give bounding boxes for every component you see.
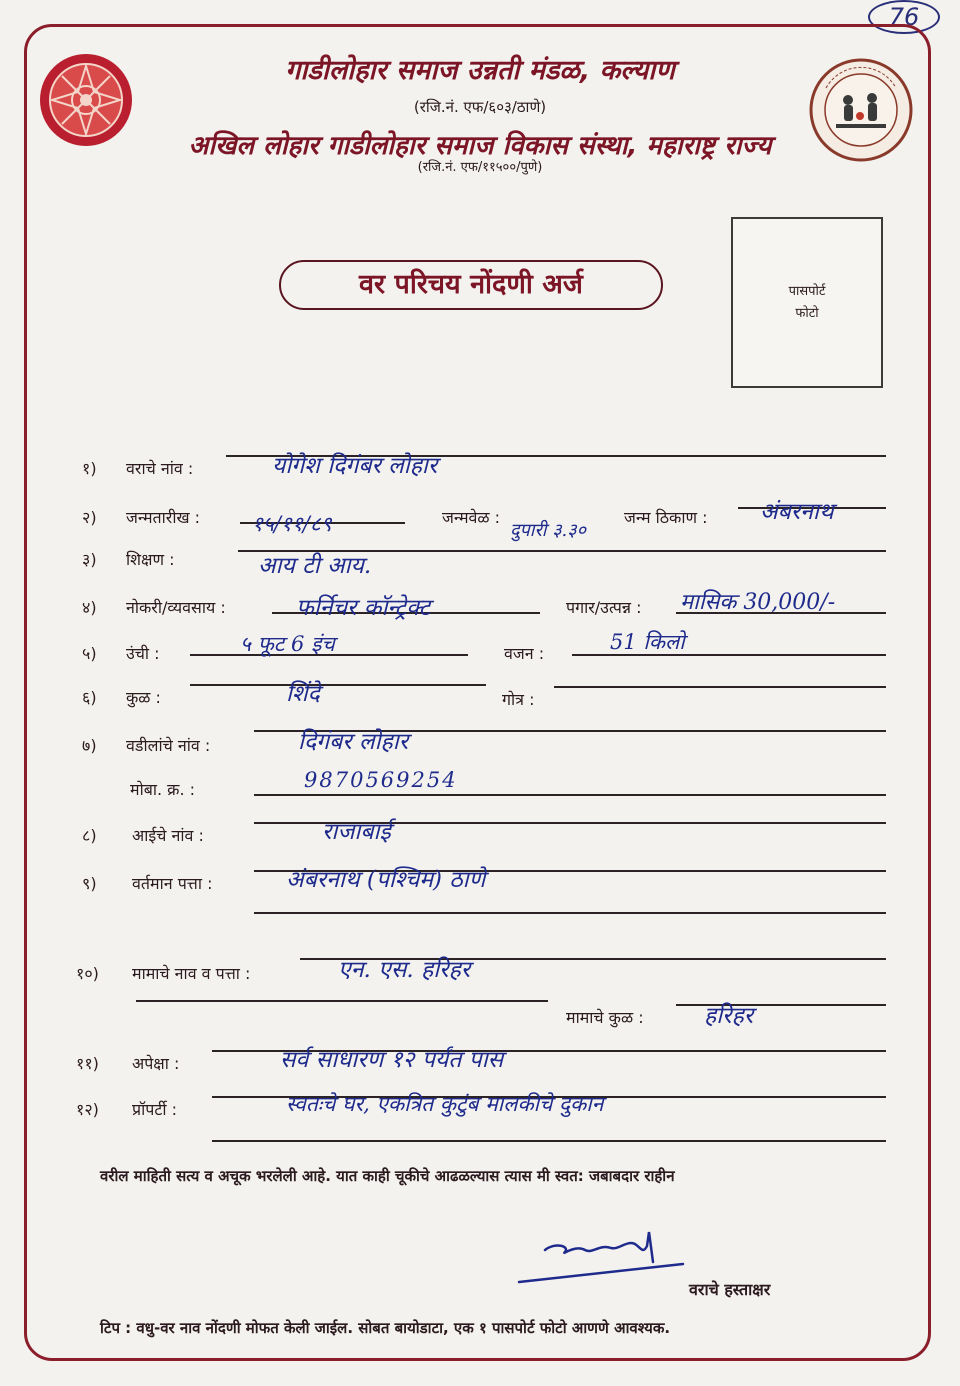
property-label: प्रॉपर्टी :: [132, 1100, 178, 1119]
groom-signature: [515, 1222, 695, 1286]
org-registration-primary: (रजि.नं. एफ/६०३/ठाणे): [413, 98, 547, 116]
item-number: १२): [76, 1100, 99, 1119]
item-number: ११): [76, 1054, 99, 1073]
birth-time-value: दुपारी ३.३०: [510, 520, 586, 541]
weight-label: वजन :: [504, 644, 545, 663]
maternal-clan-label: मामाचे कुळ :: [566, 1008, 644, 1027]
height-label: उंची :: [126, 644, 160, 663]
mobile-value: 9870569254: [304, 768, 458, 792]
address-line-2: [254, 912, 886, 914]
weight-value: 51 किलो: [610, 630, 685, 654]
maternal-clan-value: हरिहर: [704, 1003, 754, 1029]
maternal-uncle-value: एन. एस. हरिहर: [338, 957, 471, 983]
education-value: आय टी आय.: [258, 553, 372, 579]
item-number: ६): [82, 688, 97, 707]
income-label: पगार/उत्पन्न :: [566, 598, 642, 617]
clan-label: कुळ :: [126, 688, 161, 707]
occupation-label: नोकरी/व्यवसाय :: [126, 598, 226, 617]
footer-note: टिप : वधु-वर नाव नोंदणी मोफत केली जाईल. सोबत बायोडाटा, एक १ पासपोर्ट फोटो आणणे आवश्यक.: [100, 1319, 671, 1337]
mobile-line: [254, 794, 886, 796]
item-number: ४): [82, 598, 97, 617]
org-name-primary: गाडीलोहार समाज उन्नती मंडळ, कल्याण: [285, 55, 675, 86]
birth-date-value: १५/११/८९: [252, 512, 332, 536]
property-line-2: [212, 1140, 886, 1142]
mother-name-label: आईचे नांव :: [132, 826, 204, 845]
income-value: मासिक 30,000/-: [680, 590, 836, 615]
gotra-line: [554, 686, 886, 688]
expectations-value: सर्व साधारण १२ पर्यंत पास: [280, 1047, 504, 1073]
item-number: ८): [82, 826, 97, 845]
left-emblem-logo: [38, 52, 134, 148]
birth-date-label: जन्मतारीख :: [126, 508, 201, 527]
height-value: ५ फूट 6 इंच: [240, 632, 335, 656]
signature-label: वराचे हस्ताक्षर: [689, 1280, 771, 1299]
photo-box-label: पासपोर्ट फोटो: [788, 283, 826, 321]
maternal-uncle-label: मामाचे नाव व पत्ता :: [132, 964, 251, 983]
mother-name-value: राजाबाई: [322, 819, 391, 845]
item-number: १): [82, 459, 97, 478]
item-number: ३): [82, 550, 97, 569]
form-title: वर परिचय नोंदणी अर्ज: [279, 260, 663, 310]
birth-time-label: जन्मवेळ :: [442, 508, 501, 527]
groom-name-label: वराचे नांव :: [126, 459, 194, 478]
right-seal-logo: [806, 58, 916, 162]
birth-place-value: अंबरनाथ: [760, 499, 834, 525]
clan-value: शिंदे: [286, 681, 320, 707]
gotra-label: गोत्र :: [502, 690, 535, 709]
birth-place-label: जन्म ठिकाण :: [624, 508, 708, 527]
org-registration-secondary: (रजि.नं. एफ/११५००/पुणे): [417, 160, 543, 175]
item-number: ९): [82, 874, 97, 893]
address-label: वर्तमान पत्ता :: [132, 874, 213, 893]
father-name-value: दिगंबर लोहार: [298, 729, 409, 755]
org-name-secondary: अखिल लोहार गाडीलोहार समाज विकास संस्था, महाराष्ट्र राज्य: [188, 131, 772, 161]
education-label: शिक्षण :: [126, 550, 175, 569]
item-number: ७): [82, 736, 97, 755]
item-number: २): [82, 508, 97, 527]
mobile-label: मोबा. क्र. :: [130, 780, 196, 799]
groom-name-value: योगेश दिगंबर लोहार: [272, 453, 438, 479]
declaration-text: वरील माहिती सत्य व अचूक भरलेली आहे. यात काही चूकीचे आढळल्यास त्यास मी स्वत: जबाबदार राहीन: [100, 1167, 675, 1185]
property-value: स्वतःचे घर, एकत्रित कुटुंब मालकीचे दुकान: [286, 1092, 604, 1116]
occupation-value: फर्निचर कॉन्ट्रेक्ट: [296, 595, 431, 621]
expectations-label: अपेक्षा :: [132, 1054, 180, 1073]
address-value: अंबरनाथ (पश्चिम) ठाणे: [286, 867, 486, 893]
passport-photo-box: [731, 217, 883, 388]
item-number: ५): [82, 644, 97, 663]
maternal-uncle-line-2: [136, 1000, 548, 1002]
clan-line: [190, 684, 486, 686]
father-name-label: वडीलांचे नांव :: [126, 736, 211, 755]
page-number-annotation: 76: [868, 0, 940, 34]
item-number: १०): [76, 964, 99, 983]
